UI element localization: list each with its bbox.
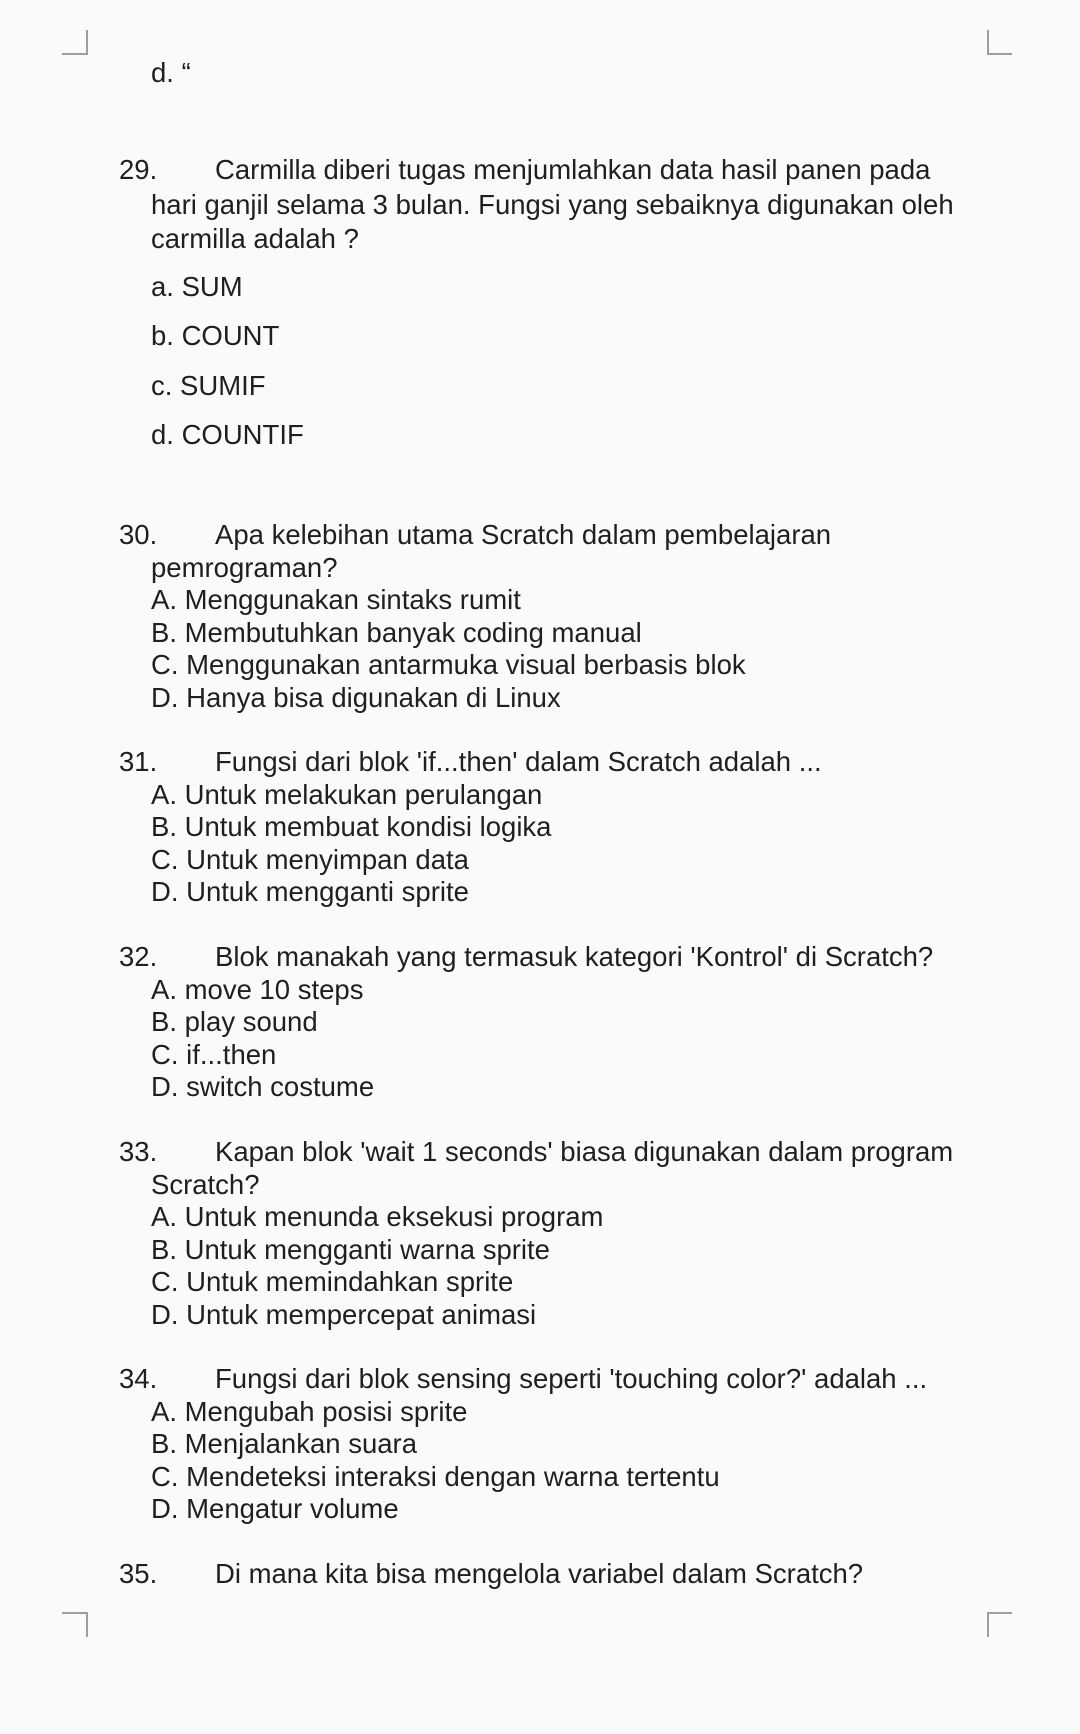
question-number: 34. — [119, 1363, 158, 1394]
answer-option: B. Untuk mengganti warna sprite — [151, 1233, 550, 1265]
crop-mark-bottom-right-horizontal — [987, 1612, 1012, 1614]
question-line: Scratch? — [151, 1168, 260, 1200]
question-text — [0, 519, 1080, 584]
crop-mark-bottom-left-horizontal — [62, 1612, 87, 1614]
question-line: Blok manakah yang termasuk kategori 'Kontrol' di Scratch? — [215, 941, 934, 972]
question-line: Kapan blok 'wait 1 seconds' biasa digunakan dalam program — [215, 1136, 954, 1167]
answer-option: D. Hanya bisa digunakan di Linux — [151, 681, 561, 713]
answer-option: c. SUMIF — [151, 369, 266, 401]
question-number: 35. — [119, 1558, 158, 1589]
question-number: 29. — [119, 154, 158, 185]
question-line: Fungsi dari blok sensing seperti 'touching color?' adalah ... — [215, 1363, 928, 1394]
question-text — [0, 1136, 1080, 1201]
crop-mark-bottom-left-vertical — [86, 1612, 88, 1637]
question-text — [0, 941, 1080, 974]
crop-mark-top-right-horizontal — [987, 53, 1012, 55]
question-line: Apa kelebihan utama Scratch dalam pembelajaran — [215, 519, 832, 550]
answer-option: B. Membutuhkan banyak coding manual — [151, 616, 642, 648]
question-line: hari ganjil selama 3 bulan. Fungsi yang sebaiknya digunakan oleh — [151, 188, 954, 220]
question-text — [0, 1558, 1080, 1591]
question-text — [0, 746, 1080, 779]
question-31 — [0, 746, 1080, 909]
answer-option: C. Mendeteksi interaksi dengan warna tertentu — [151, 1460, 720, 1492]
question-line: Di mana kita bisa mengelola variabel dalam Scratch? — [215, 1558, 864, 1589]
answer-option: D. Untuk mengganti sprite — [151, 876, 469, 907]
crop-mark-top-left-horizontal — [62, 53, 87, 55]
answer-option: A. Untuk menunda eksekusi program — [151, 1201, 604, 1232]
answer-option: C. Untuk memindahkan sprite — [151, 1266, 514, 1297]
question-29 — [0, 154, 1080, 452]
answer-option: d. COUNTIF — [151, 419, 304, 450]
question-number: 32. — [119, 941, 158, 972]
answer-option: D. Mengatur volume — [151, 1493, 399, 1524]
question-35 — [0, 1558, 1080, 1591]
previous-option-line: d. “ — [151, 57, 191, 88]
answer-option: D. Untuk mempercepat animasi — [151, 1298, 537, 1330]
question-number: 33. — [119, 1136, 158, 1167]
question-33 — [0, 1136, 1080, 1331]
question-number: 30. — [119, 519, 158, 550]
question-line: pemrograman? — [151, 551, 338, 583]
question-34 — [0, 1363, 1080, 1526]
answer-option: b. COUNT — [151, 320, 280, 351]
crop-mark-top-left-vertical — [86, 30, 88, 55]
question-text — [0, 1363, 1080, 1396]
question-30 — [0, 519, 1080, 714]
answer-option: A. move 10 steps — [151, 973, 364, 1005]
answer-option: A. Untuk melakukan perulangan — [151, 778, 543, 810]
question-number: 31. — [119, 746, 158, 777]
answer-option: B. play sound — [151, 1006, 318, 1037]
question-line: Carmilla diberi tugas menjumlahkan data hasil panen pada — [215, 154, 931, 185]
answer-option: C. Untuk menyimpan data — [151, 843, 469, 875]
crop-mark-top-right-vertical — [987, 30, 989, 55]
answer-option: B. Menjalankan suara — [151, 1428, 417, 1459]
answer-option: A. Mengubah posisi sprite — [151, 1395, 468, 1427]
question-line: Fungsi dari blok 'if...then' dalam Scratch adalah ... — [215, 746, 822, 777]
answer-option: B. Untuk membuat kondisi logika — [151, 811, 552, 842]
answer-option: a. SUM — [151, 270, 243, 302]
question-32 — [0, 941, 1080, 1104]
answer-option: D. switch costume — [151, 1071, 375, 1102]
question-line: carmilla adalah ? — [151, 223, 359, 254]
crop-mark-bottom-right-vertical — [987, 1612, 989, 1637]
answer-option: C. if...then — [151, 1038, 277, 1070]
answer-option: A. Menggunakan sintaks rumit — [151, 584, 521, 615]
question-text — [0, 154, 1080, 256]
answer-option: C. Menggunakan antarmuka visual berbasis blok — [151, 649, 746, 680]
